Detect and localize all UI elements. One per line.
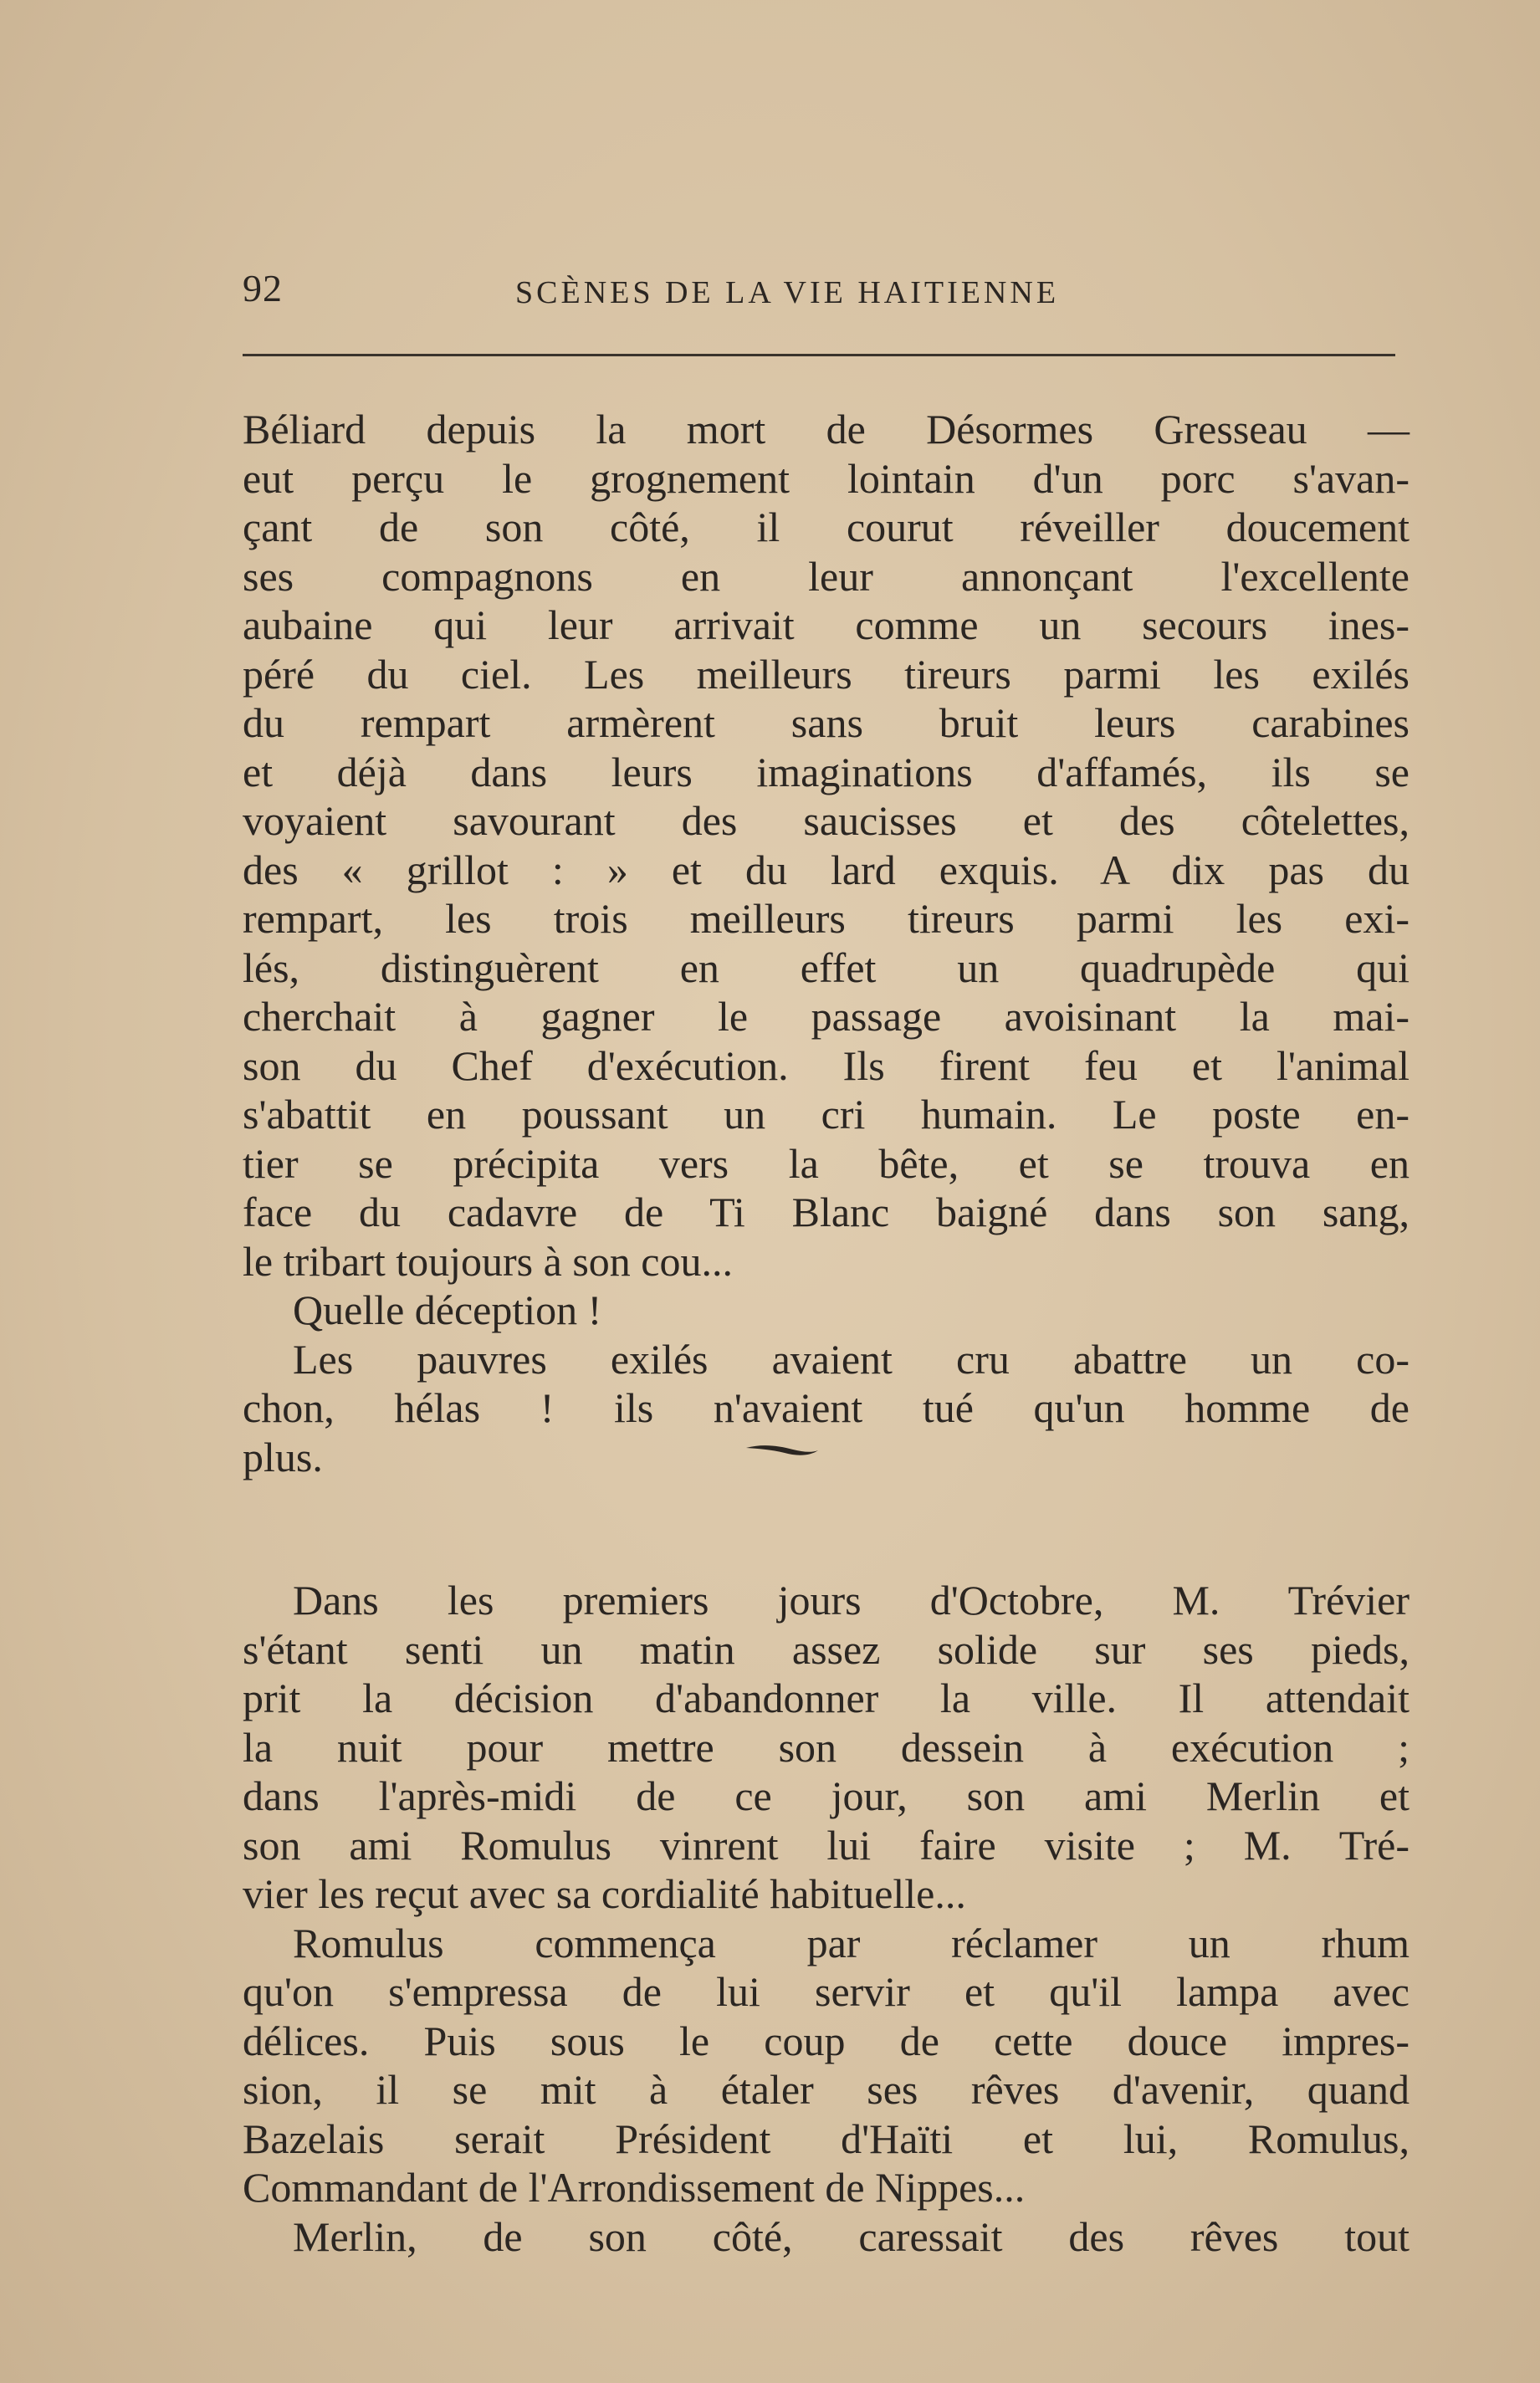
text-line: Les pauvres exilés avaient cru abattre un co- xyxy=(293,1335,1410,1383)
text-line: du rempart armèrent sans bruit leurs carabines xyxy=(243,699,1410,746)
text-line: des « grillot : » et du lard exquis. A dix pas du xyxy=(243,846,1410,893)
text-line: face du cadavre de Ti Blanc baigné dans son sang, xyxy=(243,1189,1410,1235)
text-block-top xyxy=(243,405,1410,1481)
text-line: sion, il se mit à étaler ses rêves d'avenir, quand xyxy=(243,2066,1410,2113)
text-line: Dans les premiers jours d'Octobre, M. Trévier xyxy=(293,1577,1410,1624)
text-line: eut perçu le grognement lointain d'un porc s'avan- xyxy=(243,454,1410,502)
text-line: Commandant de l'Arrondissement de Nippes... xyxy=(243,2164,1026,2211)
text-line: dans l'après-midi de ce jour, son ami Merlin et xyxy=(243,1772,1410,1819)
text-line: çant de son côté, il courut réveiller doucement xyxy=(243,504,1410,550)
text-line: prit la décision d'abandonner la ville. Il attendait xyxy=(243,1675,1410,1721)
section-break-ornament xyxy=(744,1440,820,1459)
text-line: son du Chef d'exécution. Ils firent feu et l'animal xyxy=(243,1041,1410,1089)
text-line: Béliard depuis la mort de Désormes Gresseau — xyxy=(243,406,1410,453)
exclamation-line: Quelle déception ! xyxy=(293,1286,602,1333)
text-line: la nuit pour mettre son dessein à exécution ; xyxy=(243,1723,1410,1771)
text-line: Merlin, de son côté, caressait des rêves tout xyxy=(293,2212,1410,2260)
text-line: qu'on s'empressa de lui servir et qu'il lampa avec xyxy=(243,1968,1410,2015)
text-line: s'abattit en poussant un cri humain. Le poste en- xyxy=(243,1091,1410,1138)
text-line: cherchait à gagner le passage avoisinant la mai- xyxy=(243,993,1410,1040)
text-line: ses compagnons en leur annonçant l'excellente xyxy=(243,552,1410,600)
text-line: chon, hélas ! ils n'avaient tué qu'un homme de xyxy=(243,1384,1410,1431)
text-block-bottom xyxy=(243,1576,1410,2261)
text-line: péré du ciel. Les meilleurs tireurs parmi les exilés xyxy=(243,650,1410,698)
text-line: rempart, les trois meilleurs tireurs parmi les exi- xyxy=(243,895,1410,942)
text-line: et déjà dans leurs imaginations d'affamés, ils se xyxy=(243,748,1410,795)
text-line: aubaine qui leur arrivait comme un secours ines- xyxy=(243,601,1410,648)
text-line: Romulus commença par réclamer un rhum xyxy=(293,1919,1410,1966)
page-header xyxy=(243,266,1410,316)
text-line: lés, distinguèrent en effet un quadrupède qui xyxy=(243,943,1410,991)
running-title: SCÈNES DE LA VIE HAITIENNE xyxy=(515,275,1060,310)
page-number: 92 xyxy=(243,267,283,309)
text-line: tier se précipita vers la bête, et se trouva en xyxy=(243,1139,1410,1187)
text-line: Bazelais serait Président d'Haïti et lui, Romulus, xyxy=(243,2115,1410,2162)
text-line: plus. xyxy=(243,1433,323,1480)
text-line: s'étant senti un matin assez solide sur ses pieds, xyxy=(243,1625,1410,1673)
text-line: voyaient savourant des saucisses et des côtelettes, xyxy=(243,797,1410,844)
text-line: délices. Puis sous le coup de cette douce impres- xyxy=(243,2017,1410,2064)
text-line: vier les reçut avec sa cordialité habituelle... xyxy=(243,1870,966,1917)
text-line: son ami Romulus vinrent lui faire visite ; M. Tré- xyxy=(243,1821,1410,1869)
header-rule xyxy=(243,354,1395,356)
text-line: le tribart toujours à son cou... xyxy=(243,1237,733,1285)
